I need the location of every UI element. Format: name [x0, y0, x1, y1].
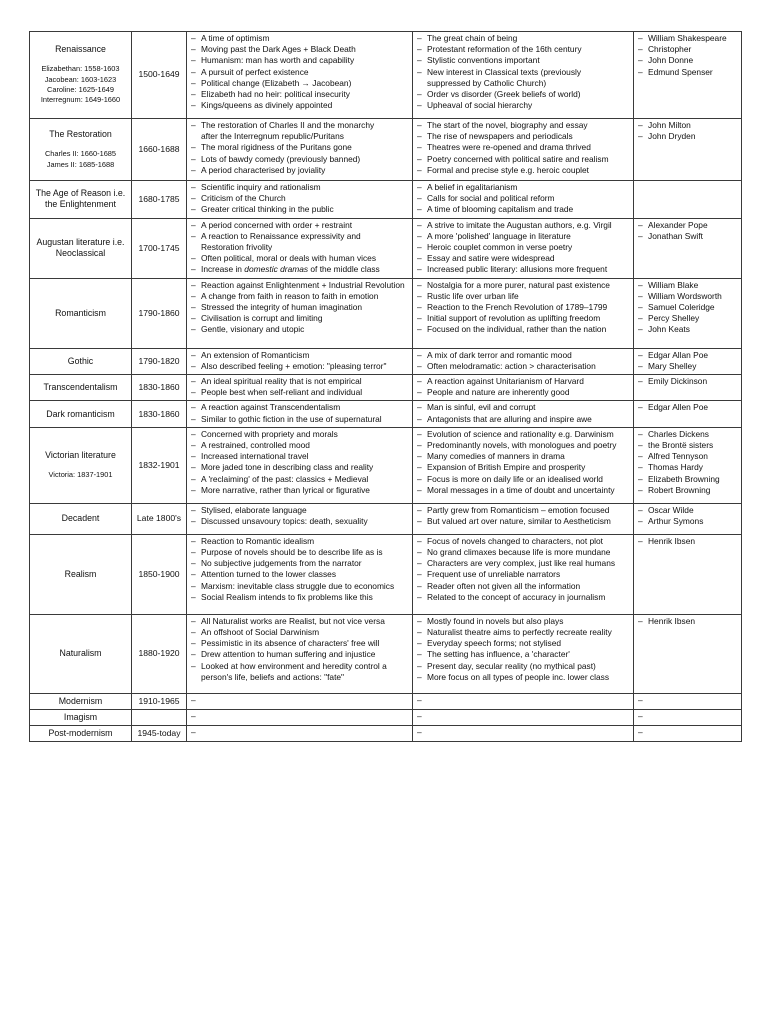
- author-list: [637, 505, 738, 527]
- author-item: – Henrik Ibsen: [637, 616, 738, 627]
- period-name-cell: [30, 614, 132, 693]
- author-item: – Elizabeth Browning: [637, 474, 738, 485]
- period-name-cell: [30, 181, 132, 219]
- literature-cell: [413, 218, 634, 278]
- period-years-cell: [132, 534, 187, 614]
- author-item: – Edmund Spenser: [637, 67, 738, 78]
- author-list: [637, 280, 738, 336]
- literary-periods-table: [29, 31, 742, 742]
- author-item: – Alfred Tennyson: [637, 451, 738, 462]
- literature-cell: [413, 503, 634, 534]
- literature-item: suppressed by Catholic Church): [427, 77, 547, 88]
- period-row: [30, 181, 742, 219]
- context-item: – A 'reclaiming' of the past: classics + Medieval: [190, 474, 409, 485]
- literary-periods-table-wrapper: [29, 31, 741, 742]
- period-name: Naturalism: [59, 648, 102, 659]
- period-row: [30, 709, 742, 725]
- author-list: [637, 616, 738, 627]
- context-item: – Lots of bawdy comedy (previously banned): [190, 154, 409, 165]
- literature-item: – The setting has influence, a 'character': [416, 649, 630, 660]
- literature-item: – Mostly found in novels but also plays: [416, 616, 630, 627]
- context-item: – Marxism: inevitable class struggle due to economics: [190, 581, 409, 592]
- context-cell: [187, 119, 413, 181]
- literature-item: – Frequent use of unreliable narrators: [416, 569, 630, 580]
- context-list: [190, 536, 409, 603]
- literature-cell: [413, 375, 634, 401]
- period-years: 1680-1785: [138, 193, 180, 204]
- literature-cell: [413, 181, 634, 219]
- context-item: – An offshoot of Social Darwinism: [190, 627, 409, 638]
- literature-item: – A strive to imitate the Augustan authors, e.g. Virgil: [416, 220, 630, 231]
- literature-item: – Everyday speech forms; not stylised: [416, 638, 630, 649]
- authors-cell: [634, 119, 742, 181]
- period-row: [30, 348, 742, 374]
- context-item: – Moving past the Dark Ages + Black Death: [190, 44, 409, 55]
- period-years-cell: [132, 218, 187, 278]
- literature-item: – Focus of novels changed to characters, not plot: [416, 536, 630, 547]
- literature-item: – But valued art over nature, similar to Aestheticism: [416, 516, 630, 527]
- author-item: – Alexander Pope: [637, 220, 738, 231]
- literature-item: – Moral messages in a time of doubt and uncertainty: [416, 485, 630, 496]
- literature-item: – Protestant reformation of the 16th century: [416, 44, 630, 55]
- literature-cell: [413, 278, 634, 348]
- literature-item: – Stylistic conventions important: [416, 55, 630, 66]
- context-item: – Elizabeth had no heir: political insecurity: [190, 89, 409, 100]
- literature-item: – Man is sinful, evil and corrupt: [416, 402, 630, 413]
- author-item: – Charles Dickens: [637, 429, 738, 440]
- context-cell: [187, 725, 413, 741]
- context-cell: [187, 181, 413, 219]
- literature-item: – The start of the novel, biography and essay: [416, 120, 630, 131]
- context-item: – A pursuit of perfect existence: [190, 67, 409, 78]
- context-item: Restoration frivolity: [201, 242, 273, 253]
- period-years: 1910-1965: [138, 695, 180, 706]
- period-name-cell: [30, 725, 132, 741]
- literature-item: – Expansion of British Empire and prosperity: [416, 462, 630, 473]
- period-name: Realism: [64, 568, 97, 579]
- literature-cell: [413, 725, 634, 741]
- literature-cell: [413, 401, 634, 427]
- context-cell: [187, 218, 413, 278]
- context-item: – An extension of Romanticism: [190, 350, 409, 361]
- author-item: – William Blake: [637, 280, 738, 291]
- context-item: – A period concerned with order + restraint: [190, 220, 409, 231]
- author-item: – William Shakespeare: [637, 33, 738, 44]
- context-list: [190, 376, 409, 398]
- literature-item: – A belief in egalitarianism: [416, 182, 630, 193]
- context-item: – A reaction against Transcendentalism: [190, 402, 409, 413]
- literature-item: – The great chain of being: [416, 33, 630, 44]
- context-item: – Humanism: man has worth and capability: [190, 55, 409, 66]
- context-cell: [187, 427, 413, 503]
- author-item: – Percy Shelley: [637, 313, 738, 324]
- context-item: after the Interregnum republic/Puritans: [201, 131, 344, 142]
- context-list: [190, 33, 409, 111]
- author-item: – Edgar Allen Poe: [637, 402, 738, 413]
- context-list: [190, 429, 409, 496]
- literature-item: – A mix of dark terror and romantic mood: [416, 350, 630, 361]
- period-row: [30, 427, 742, 503]
- period-years-cell: [132, 32, 187, 119]
- context-item: – Kings/queens as divinely appointed: [190, 100, 409, 111]
- context-cell: [187, 375, 413, 401]
- context-list: [190, 616, 409, 683]
- context-item: – A restrained, controlled mood: [190, 440, 409, 451]
- context-item: – Political change (Elizabeth → Jacobean): [190, 78, 409, 89]
- literature-item: – Nostalgia for a more purer, natural past existence: [416, 280, 630, 291]
- period-years-cell: [132, 278, 187, 348]
- context-item: – A change from faith in reason to faith in emotion: [190, 291, 409, 302]
- author-list: [637, 536, 738, 547]
- period-years-cell: [132, 348, 187, 374]
- context-item: – No subjective judgements from the narrator: [190, 558, 409, 569]
- authors-cell: [634, 401, 742, 427]
- literature-item: – Naturalist theatre aims to perfectly recreate reality: [416, 627, 630, 638]
- literature-item: – Characters are very complex, just like real humans: [416, 558, 630, 569]
- author-item: – John Dryden: [637, 131, 738, 142]
- literature-item: – Focus is more on daily life or an idealised world: [416, 474, 630, 485]
- context-item: – Looked at how environment and heredity control a: [190, 661, 409, 672]
- author-item: – John Keats: [637, 324, 738, 335]
- period-years-cell: [132, 119, 187, 181]
- literature-item: – Reader often not given all the information: [416, 581, 630, 592]
- context-item: – An ideal spiritual reality that is not empirical: [190, 376, 409, 387]
- literature-list: [416, 33, 630, 111]
- literature-list: [416, 429, 630, 496]
- authors-cell: [634, 709, 742, 725]
- period-name: Dark romanticism: [46, 408, 115, 419]
- authors-cell: [634, 725, 742, 741]
- period-row: [30, 725, 742, 741]
- author-list: [637, 402, 738, 413]
- literature-item: – Antagonists that are alluring and inspire awe: [416, 414, 630, 425]
- period-name: Post-modernism: [48, 727, 113, 738]
- context-item: – Scientific inquiry and rationalism: [190, 182, 409, 193]
- context-item: – Often political, moral or deals with human vices: [190, 253, 409, 264]
- period-name: Imagism: [63, 711, 98, 722]
- author-item: – Christopher: [637, 44, 738, 55]
- literature-item: – Initial support of revolution as uplifting freedom: [416, 313, 630, 324]
- period-row: [30, 534, 742, 614]
- context-item: – Drew attention to human suffering and injustice: [190, 649, 409, 660]
- period-name-cell: [30, 119, 132, 181]
- period-years-cell: [132, 375, 187, 401]
- literature-list: [416, 376, 630, 398]
- authors-cell: [634, 375, 742, 401]
- period-years: 1700-1745: [138, 242, 180, 253]
- period-name: The Age of Reason i.e. the Enlightenment: [35, 188, 126, 210]
- literature-item: – Rustic life over urban life: [416, 291, 630, 302]
- period-years-cell: [132, 401, 187, 427]
- literature-item: – Order vs disorder (Greek beliefs of world): [416, 89, 630, 100]
- period-years: 1945-today: [137, 727, 181, 738]
- literature-item: – Evolution of science and rationality e.g. Darwinism: [416, 429, 630, 440]
- period-years: 1830-1860: [138, 408, 180, 419]
- literature-item: – A reaction against Unitarianism of Harvard: [416, 376, 630, 387]
- context-cell: [187, 534, 413, 614]
- period-name: Augustan literature i.e. Neoclassical: [36, 237, 125, 259]
- period-name: Gothic: [67, 355, 94, 366]
- context-list: [190, 505, 409, 527]
- context-cell: [187, 401, 413, 427]
- authors-cell: [634, 534, 742, 614]
- author-item: – John Donne: [637, 55, 738, 66]
- literature-item: – The rise of newspapers and periodicals: [416, 131, 630, 142]
- literature-item: – Theatres were re-opened and drama thrived: [416, 142, 630, 153]
- period-years-cell: [132, 503, 187, 534]
- authors-cell: [634, 181, 742, 219]
- period-name-cell: [30, 503, 132, 534]
- author-list: [637, 120, 738, 142]
- literature-item: – Upheaval of social hierarchy: [416, 100, 630, 111]
- literature-item: – Heroic couplet common in verse poetry: [416, 242, 630, 253]
- period-name-cell: [30, 375, 132, 401]
- context-item: – Stylised, elaborate language: [190, 505, 409, 516]
- author-list: [637, 376, 738, 387]
- author-item: – William Wordsworth: [637, 291, 738, 302]
- context-item: – More jaded tone in describing class and reality: [190, 462, 409, 473]
- literature-item: – Formal and precise style e.g. heroic couplet: [416, 165, 630, 176]
- context-cell: [187, 278, 413, 348]
- literature-item: – A more 'polished' language in literature: [416, 231, 630, 242]
- author-item: – John Milton: [637, 120, 738, 131]
- literature-list: [416, 505, 630, 527]
- period-years: Late 1800's: [136, 513, 182, 524]
- literature-list: [416, 536, 630, 603]
- period-row: [30, 401, 742, 427]
- context-item: – Criticism of the Church: [190, 193, 409, 204]
- literature-item: – New interest in Classical texts (previously: [416, 67, 630, 78]
- period-years: 1790-1820: [138, 355, 180, 366]
- author-item: – Oscar Wilde: [637, 505, 738, 516]
- literature-cell: [413, 348, 634, 374]
- context-item: – Reaction to Romantic idealism: [190, 536, 409, 547]
- literature-list: [416, 120, 630, 176]
- sub-period: Charles II: 1660-1685: [44, 149, 117, 159]
- authors-cell: [634, 278, 742, 348]
- author-item: – Robert Browning: [637, 485, 738, 496]
- period-name: Transcendentalism: [43, 382, 118, 393]
- period-years: 1500-1649: [138, 69, 180, 80]
- context-cell: [187, 693, 413, 709]
- context-item: – A reaction to Renaissance expressivity and: [190, 231, 409, 242]
- period-years-cell: [132, 725, 187, 741]
- author-item: – Emily Dickinson: [637, 376, 738, 387]
- authors-cell: [634, 503, 742, 534]
- period-row: [30, 375, 742, 401]
- context-cell: [187, 709, 413, 725]
- literature-item: – No grand climaxes because life is more mundane: [416, 547, 630, 558]
- context-list: [190, 350, 409, 372]
- context-item: – Stressed the integrity of human imagination: [190, 302, 409, 313]
- author-item: – the Brontë sisters: [637, 440, 738, 451]
- author-item: – Henrik Ibsen: [637, 536, 738, 547]
- literature-list: [416, 402, 630, 424]
- literature-cell: [413, 693, 634, 709]
- period-name-cell: [30, 709, 132, 725]
- context-item: – A time of optimism: [190, 33, 409, 44]
- context-item: – The restoration of Charles II and the monarchy: [190, 120, 409, 131]
- spacer: [32, 55, 129, 64]
- table-body: [30, 32, 742, 742]
- period-row: [30, 32, 742, 119]
- period-name: Modernism: [58, 695, 103, 706]
- context-cell: [187, 348, 413, 374]
- authors-cell: [634, 693, 742, 709]
- context-item: – Similar to gothic fiction in the use of supernatural: [190, 414, 409, 425]
- spacer: [32, 461, 129, 470]
- context-item: person's life, beliefs and actions: "fate": [201, 671, 345, 682]
- context-cell: [187, 503, 413, 534]
- period-years-cell: [132, 427, 187, 503]
- literature-item: – Often melodramatic: action > characterisation: [416, 361, 630, 372]
- period-years: 1832-1901: [138, 459, 180, 470]
- context-list: [190, 280, 409, 336]
- literature-cell: [413, 709, 634, 725]
- period-name: The Restoration: [49, 129, 112, 140]
- literature-item: – Reaction to the French Revolution of 1789–1799: [416, 302, 630, 313]
- literature-item: – Many comedies of manners in drama: [416, 451, 630, 462]
- period-name-cell: [30, 401, 132, 427]
- period-name-cell: [30, 427, 132, 503]
- period-years-cell: [132, 181, 187, 219]
- authors-cell: [634, 614, 742, 693]
- period-row: [30, 693, 742, 709]
- literature-cell: [413, 32, 634, 119]
- author-item: – Thomas Hardy: [637, 462, 738, 473]
- period-row: [30, 218, 742, 278]
- context-item: – Also described feeling + emotion: "pleasing terror": [190, 361, 409, 372]
- authors-cell: [634, 218, 742, 278]
- context-list: [190, 120, 409, 176]
- literature-list: [416, 350, 630, 372]
- literature-item: – Related to the concept of accuracy in journalism: [416, 592, 630, 603]
- context-item: – Social Realism intends to fix problems like this: [190, 592, 409, 603]
- literature-list: [416, 182, 630, 216]
- author-list: [637, 220, 738, 242]
- literature-item: – Predominantly novels, with monologues and poetry: [416, 440, 630, 451]
- period-years: 1830-1860: [138, 382, 180, 393]
- context-item: – Attention turned to the lower classes: [190, 569, 409, 580]
- context-cell: [187, 614, 413, 693]
- literature-cell: [413, 119, 634, 181]
- author-list: [637, 350, 738, 372]
- context-item: – Pessimistic in its absence of characters' free will: [190, 638, 409, 649]
- literature-item: – Calls for social and political reform: [416, 193, 630, 204]
- period-name-cell: [30, 218, 132, 278]
- literature-item: – People and nature are inherently good: [416, 387, 630, 398]
- period-name: Victorian literature: [45, 450, 116, 461]
- context-list: [190, 402, 409, 424]
- literature-cell: [413, 534, 634, 614]
- context-item: – More narrative, rather than lyrical or figurative: [190, 485, 409, 496]
- literature-list: [416, 220, 630, 276]
- author-item: – Samuel Coleridge: [637, 302, 738, 313]
- literature-item: – Essay and satire were widespread: [416, 253, 630, 264]
- author-list: [637, 33, 738, 78]
- context-item: – Reaction against Enlightenment + Industrial Revolution: [190, 280, 409, 291]
- context-item: – Gentle, visionary and utopic: [190, 324, 409, 335]
- period-row: [30, 503, 742, 534]
- period-name: Romanticism: [55, 307, 106, 318]
- context-item: – Discussed unsavoury topics: death, sexuality: [190, 516, 409, 527]
- literature-item: – Present day, secular reality (no mythical past): [416, 661, 630, 672]
- period-years: 1790-1860: [138, 307, 180, 318]
- literature-item: – More focus on all types of people inc. lower class: [416, 672, 630, 683]
- author-item: – Mary Shelley: [637, 361, 738, 372]
- period-years: 1880-1920: [138, 648, 180, 659]
- period-name: Decadent: [61, 513, 100, 524]
- literature-item: – A time of blooming capitalism and trade: [416, 204, 630, 215]
- literature-item: – Increased public literary: allusions more frequent: [416, 264, 630, 275]
- context-item: – People best when self-reliant and individual: [190, 387, 409, 398]
- literature-list: [416, 616, 630, 683]
- sub-period: James II: 1685-1688: [46, 159, 115, 169]
- spacer: [32, 140, 129, 149]
- context-item: – Increased international travel: [190, 451, 409, 462]
- period-row: [30, 278, 742, 348]
- author-item: – Jonathan Swift: [637, 231, 738, 242]
- context-list: [190, 182, 409, 216]
- period-name: Renaissance: [55, 44, 106, 55]
- period-name-cell: [30, 278, 132, 348]
- period-years-cell: [132, 614, 187, 693]
- period-row: [30, 614, 742, 693]
- context-item: – All Naturalist works are Realist, but not vice versa: [190, 616, 409, 627]
- literature-cell: [413, 427, 634, 503]
- period-name-cell: [30, 693, 132, 709]
- literature-cell: [413, 614, 634, 693]
- sub-period: Elizabethan: 1558-1603: [41, 64, 120, 74]
- context-list: [190, 220, 409, 276]
- context-item: – Greater critical thinking in the public: [190, 204, 409, 215]
- author-item: – Arthur Symons: [637, 516, 738, 527]
- literature-item: – Focused on the individual, rather than the nation: [416, 324, 630, 335]
- authors-cell: [634, 348, 742, 374]
- sub-period: Victoria: 1837-1901: [48, 470, 113, 480]
- period-years-cell: [132, 709, 187, 725]
- context-item: – Civilisation is corrupt and limiting: [190, 313, 409, 324]
- sub-period: Interregnum: 1649-1660: [40, 95, 121, 105]
- period-years-cell: [132, 693, 187, 709]
- author-list: [637, 429, 738, 496]
- context-item: – Purpose of novels should be to describe life as is: [190, 547, 409, 558]
- period-row: [30, 119, 742, 181]
- context-item: – The moral rigidness of the Puritans gone: [190, 142, 409, 153]
- context-cell: [187, 32, 413, 119]
- literature-item: – Poetry concerned with political satire and realism: [416, 154, 630, 165]
- authors-cell: [634, 32, 742, 119]
- author-item: – Edgar Allan Poe: [637, 350, 738, 361]
- sub-period: Jacobean: 1603-1623: [44, 74, 117, 84]
- context-item: – Concerned with propriety and morals: [190, 429, 409, 440]
- context-item: – Increase in domestic dramas of the middle class: [190, 264, 409, 275]
- period-name-cell: [30, 348, 132, 374]
- period-name-cell: [30, 32, 132, 119]
- period-years: 1850-1900: [138, 568, 180, 579]
- authors-cell: [634, 427, 742, 503]
- period-name-cell: [30, 534, 132, 614]
- sub-period: Caroline: 1625-1649: [47, 85, 114, 94]
- period-years: 1660-1688: [138, 143, 180, 154]
- literature-item: – Partly grew from Romanticism – emotion focused: [416, 505, 630, 516]
- context-item: – A period characterised by joviality: [190, 165, 409, 176]
- literature-list: [416, 280, 630, 336]
